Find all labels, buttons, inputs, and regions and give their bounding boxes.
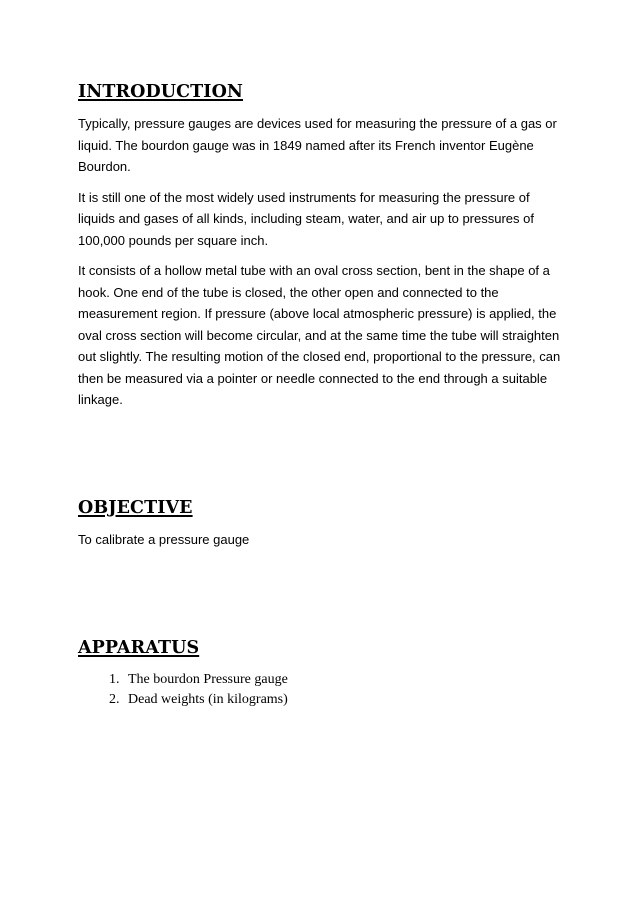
apparatus-section [78, 636, 564, 710]
introduction-paragraph-3: It consists of a hollow metal tube with an oval cross section, bent in the shape of a hook. One end of the tube is closed, the other open and connected to the measurement region. If pressure (above local atmospheric pressure) is applied, the oval cross section will become circular, and at the same time the tube will straighten out slightly. The resulting motion of the closed end, proportional to the pressure, can then be measured via a pointer or needle connected to the end through a suitable linkage. [78, 263, 561, 407]
objective-text: To calibrate a pressure gauge [78, 532, 250, 547]
objective-section [78, 496, 564, 551]
introduction-paragraph-2: It is still one of the most widely used instruments for measuring the pressure of liquids and gases of all kinds, including steam, water, and air up to pressures of 100,000 pounds per square inch. [78, 189, 534, 248]
list-item [78, 690, 564, 710]
list-item [78, 670, 564, 690]
introduction-section [78, 80, 564, 420]
apparatus-heading: APPARATUS [78, 638, 200, 658]
list-item-text: The bourdon Pressure gauge [128, 672, 288, 687]
introduction-paragraph-1: Typically, pressure gauges are devices used for measuring the pressure of a gas or liquid. The bourdon gauge was in 1849 named after its French inventor Eugène Bourdon. [78, 116, 557, 174]
objective-heading: OBJECTIVE [78, 498, 193, 518]
apparatus-list [78, 670, 564, 710]
list-item-number: 2. [109, 692, 120, 707]
list-item-text: Dead weights (in kilograms) [128, 692, 288, 707]
introduction-heading: INTRODUCTION [78, 82, 244, 102]
list-item-number: 1. [109, 672, 120, 687]
